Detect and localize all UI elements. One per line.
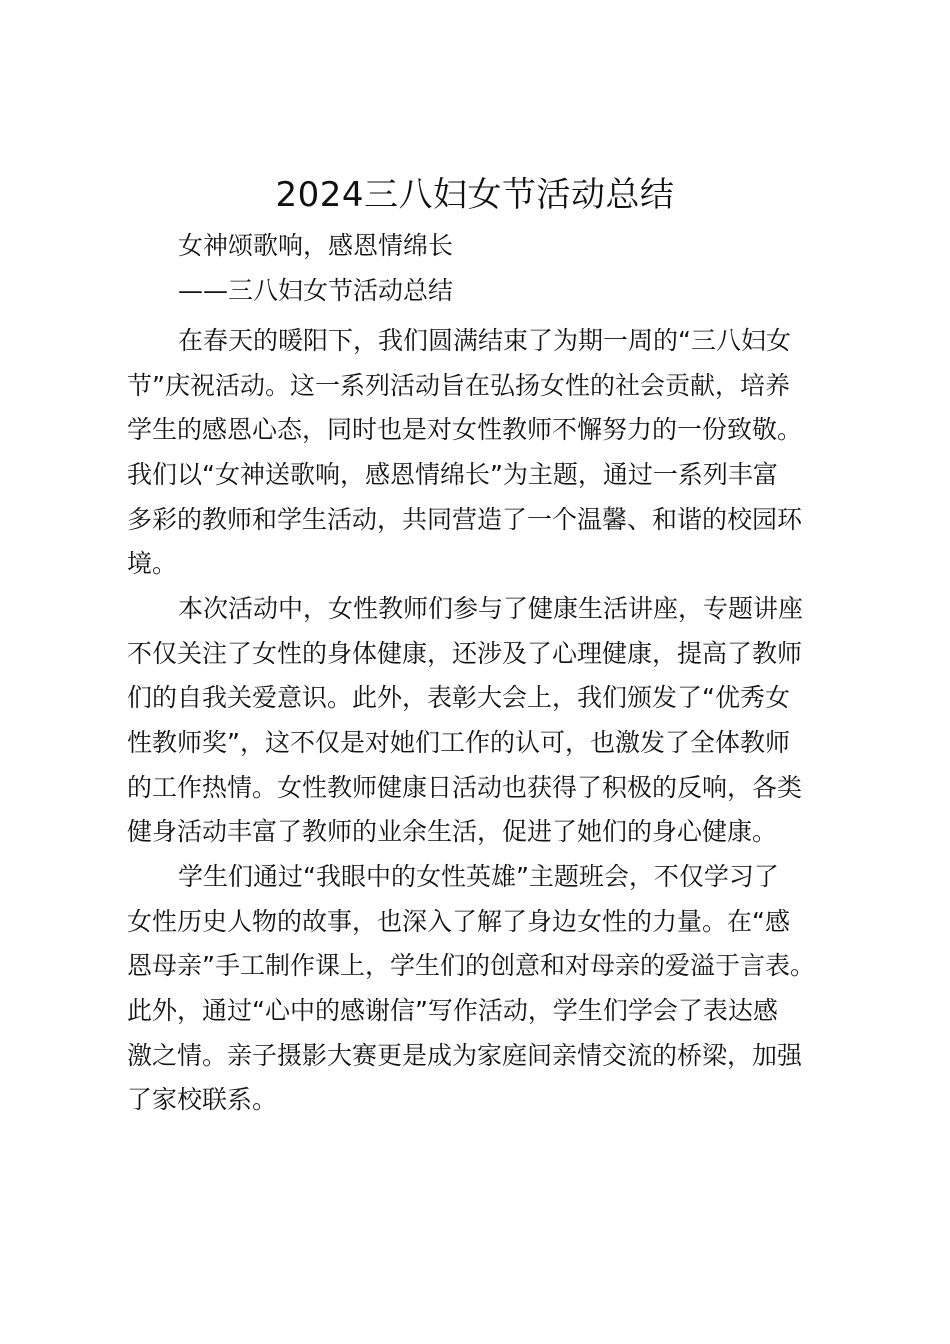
paragraph-line: 女性历史人物的故事，也深入了解了身边女性的力量。在“感 (127, 906, 790, 936)
paragraph (127, 319, 847, 587)
paragraph-line: 们的自我关爱意识。此外，表彰大会上，我们颁发了“优秀女 (127, 683, 790, 713)
paragraph-line: 节”庆祝活动。这一系列活动旨在弘扬女性的社会贡献，培养 (127, 370, 790, 400)
paragraph-line: 学生的感恩心态，同时也是对女性教师不懈努力的一份致敬。 (127, 415, 803, 445)
subtitle-line: 女神颂歌响，感恩情绵长 (178, 231, 454, 260)
paragraph-line: 不仅关注了女性的身体健康，还涉及了心理健康，提高了教师 (127, 638, 803, 668)
paragraph-line: 性教师奖”，这不仅是对她们工作的认可，也激发了全体教师 (127, 728, 790, 758)
paragraph-line: 了家校联系。 (127, 1085, 278, 1115)
paragraph (127, 587, 847, 855)
paragraph-line: 学生们通过“我眼中的女性英雄”主题班会，不仅学习了 (178, 862, 779, 891)
paragraph-line: 恩母亲”手工制作课上，学生们的创意和对母亲的爱溢于言表。 (127, 951, 815, 981)
paragraph-line: 在春天的暖阳下，我们圆满结束了为期一周的“三八妇女 (178, 326, 791, 355)
paragraph-line: 此外，通过“心中的感谢信”写作活动，学生们学会了表达感 (127, 996, 778, 1026)
paragraph (127, 855, 847, 1123)
paragraph-line: 的工作热情。女性教师健康日活动也获得了积极的反响，各类 (127, 772, 803, 802)
paragraph-line: 多彩的教师和学生活动，共同营造了一个温馨、和谐的校园环 (127, 504, 803, 534)
paragraph-line: 激之情。亲子摄影大赛更是成为家庭间亲情交流的桥梁，加强 (127, 1040, 803, 1070)
paragraph-line: 境。 (127, 549, 178, 579)
document-title: 2024三八妇女节活动总结 (275, 175, 675, 215)
subtitle-line: ——三八妇女节活动总结 (178, 276, 454, 305)
paragraph-line: 本次活动中，女性教师们参与了健康生活讲座，专题讲座 (178, 594, 804, 623)
paragraph-line: 健身活动丰富了教师的业余生活，促进了她们的身心健康。 (127, 817, 778, 847)
paragraph-line: 我们以“女神送歌响，感恩情绵长”为主题，通过一系列丰富 (127, 460, 778, 490)
